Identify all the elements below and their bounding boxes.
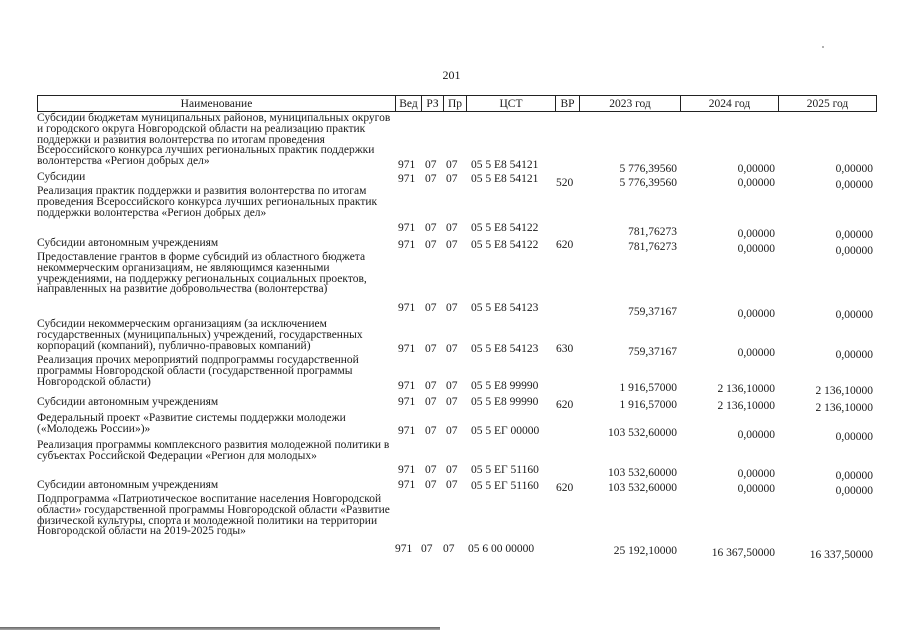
row-cst: 05 5 Е8 54122 — [471, 222, 539, 234]
row-cst: 05 5 Е8 54121 — [471, 159, 539, 171]
row-rz: 07 — [425, 343, 437, 355]
row-2023: 759,37167 — [628, 306, 677, 318]
row-rz: 07 — [421, 543, 433, 555]
row-2023: 5 776,39560 — [619, 177, 677, 189]
header-2023: 2023 год — [580, 95, 681, 112]
row-ved: 971 — [398, 239, 416, 251]
row-cst: 05 5 Е8 54121 — [471, 173, 539, 185]
row-pr: 07 — [446, 302, 458, 314]
row-name: Субсидии автономным учреждениям — [37, 237, 219, 249]
row-cst: 05 5 Е8 54123 — [471, 343, 539, 355]
row-vr: 620 — [556, 399, 574, 411]
row-2024: 0,00000 — [737, 163, 775, 175]
page-number: 201 — [442, 68, 461, 82]
row-pr: 07 — [443, 543, 455, 555]
row-pr: 07 — [446, 396, 458, 408]
row-rz: 07 — [425, 159, 437, 171]
row-2025: 0,00000 — [835, 309, 873, 321]
row-2023: 103 532,60000 — [608, 467, 677, 479]
row-rz: 07 — [425, 239, 437, 251]
row-2023: 1 916,57000 — [619, 382, 677, 394]
row-2023: 103 532,60000 — [608, 482, 677, 494]
row-ved: 971 — [395, 543, 413, 555]
row-2024: 0,00000 — [737, 468, 775, 480]
row-2024: 0,00000 — [737, 483, 775, 495]
row-pr: 07 — [446, 173, 458, 185]
row-2025: 2 136,10000 — [815, 385, 873, 397]
header-vr: ВР — [556, 95, 580, 112]
row-2023: 25 192,10000 — [613, 545, 677, 557]
row-ved: 971 — [398, 159, 416, 171]
scan-speck — [822, 46, 824, 48]
row-cst: 05 5 ЕГ 51160 — [471, 480, 539, 492]
row-name: Субсидии бюджетам муниципальных районов, муниципальных округов и городского округа Новгородской области на реализацию практик поддержки и развития волонтерства по итогам проведения Всероссийского конкурса лучших региональных практик поддержки волонтерства «Регион добрых дел» — [37, 112, 391, 168]
row-2025: 16 337,50000 — [809, 549, 873, 561]
row-2025: 0,00000 — [835, 349, 873, 361]
row-2024: 0,00000 — [737, 429, 775, 441]
row-2025: 0,00000 — [835, 229, 873, 241]
row-pr: 07 — [446, 343, 458, 355]
header-ved: Вед — [396, 95, 422, 112]
row-2024: 0,00000 — [737, 177, 775, 189]
row-2025: 2 136,10000 — [815, 402, 873, 414]
row-2024: 0,00000 — [737, 308, 775, 320]
row-cst: 05 5 ЕГ 00000 — [471, 425, 540, 437]
row-vr: 620 — [556, 239, 574, 251]
row-cst: 05 6 00 00000 — [468, 543, 535, 555]
row-2024: 2 136,10000 — [717, 400, 775, 412]
row-ved: 971 — [398, 173, 416, 185]
row-rz: 07 — [425, 173, 437, 185]
header-2024: 2024 год — [681, 95, 779, 112]
row-ved: 971 — [398, 464, 416, 476]
row-2023: 781,76273 — [628, 226, 677, 238]
row-cst: 05 5 Е8 54123 — [471, 302, 539, 314]
row-vr: 620 — [556, 482, 574, 494]
row-pr: 07 — [446, 159, 458, 171]
row-2024: 0,00000 — [737, 347, 775, 359]
header-2025: 2025 год — [779, 95, 877, 112]
row-name: Подпрограмма «Патриотическое воспитание населения Новгородской области» государственной программы Новгородской области «Развитие физической культуры, спорта и молодежной политики на территории Новгородской области на 2019-2025 годы» — [37, 493, 390, 538]
row-2024: 16 367,50000 — [711, 547, 775, 559]
row-ved: 971 — [398, 380, 416, 392]
row-rz: 07 — [425, 479, 437, 491]
row-rz: 07 — [425, 425, 437, 437]
row-name: Субсидии автономным учреждениям — [37, 396, 219, 408]
row-vr: 520 — [556, 177, 574, 189]
header-rz: РЗ — [422, 95, 444, 112]
row-ved: 971 — [398, 396, 416, 408]
row-2023: 103 532,60000 — [608, 427, 677, 439]
page-bottom-edge — [0, 627, 440, 630]
row-2025: 0,00000 — [835, 245, 873, 257]
row-pr: 07 — [446, 479, 458, 491]
row-name: Реализация программы комплексного развития молодежной политики в субъектах Российской Федерации «Регион для молодых» — [37, 439, 390, 462]
row-2023: 759,37167 — [628, 346, 677, 358]
row-name: Реализация практик поддержки и развития волонтерства по итогам проведения Всероссийского конкурса лучших региональных практик поддержки волонтерства «Регион добрых дел» — [37, 185, 378, 219]
row-vr: 630 — [556, 343, 574, 355]
header-cst: ЦСТ — [467, 95, 556, 112]
row-ved: 971 — [398, 425, 416, 437]
row-ved: 971 — [398, 479, 416, 491]
row-ved: 971 — [398, 302, 416, 314]
row-2025: 0,00000 — [835, 179, 873, 191]
row-rz: 07 — [425, 464, 437, 476]
row-2025: 0,00000 — [835, 485, 873, 497]
row-name: Субсидии автономным учреждениям — [37, 479, 219, 491]
row-2023: 781,76273 — [628, 241, 677, 253]
header-pr: Пр — [444, 95, 467, 112]
row-pr: 07 — [446, 425, 458, 437]
row-2023: 1 916,57000 — [619, 399, 677, 411]
row-pr: 07 — [446, 222, 458, 234]
row-cst: 05 5 Е8 99990 — [471, 380, 539, 392]
row-name: Предоставление грантов в форме субсидий из областного бюджета некоммерческим организациям, не являющимся казенными учреждениями, на поддержку региональных социальных проектов, направленных на развитие добровольчества (волонтерства) — [37, 251, 367, 296]
row-2025: 0,00000 — [835, 470, 873, 482]
row-2023: 5 776,39560 — [619, 163, 677, 175]
row-rz: 07 — [425, 380, 437, 392]
row-pr: 07 — [446, 239, 458, 251]
row-2024: 0,00000 — [737, 243, 775, 255]
row-name: Субсидии некоммерческим организациям (за исключением государственных (муниципальных) учреждений, государственных корпораций (компаний), публично-правовых компаний) — [37, 318, 363, 352]
row-ved: 971 — [398, 343, 416, 355]
row-cst: 05 5 Е8 54122 — [471, 239, 539, 251]
row-rz: 07 — [425, 302, 437, 314]
row-name: Субсидии — [37, 171, 86, 183]
row-pr: 07 — [446, 380, 458, 392]
row-name: Реализация прочих мероприятий подпрограммы государственной программы Новгородской области (государственной программы Новгородской области) — [37, 354, 359, 388]
row-rz: 07 — [425, 222, 437, 234]
row-rz: 07 — [425, 396, 437, 408]
row-ved: 971 — [398, 222, 416, 234]
row-2024: 0,00000 — [737, 228, 775, 240]
row-2025: 0,00000 — [835, 431, 873, 443]
header-name: Наименование — [37, 95, 396, 112]
row-cst: 05 5 Е8 99990 — [471, 396, 539, 408]
row-2024: 2 136,10000 — [717, 383, 775, 395]
row-name: Федеральный проект «Развитие системы поддержки молодежи («Молодежь России»)» — [37, 412, 346, 435]
row-cst: 05 5 ЕГ 51160 — [471, 464, 539, 476]
row-pr: 07 — [446, 464, 458, 476]
row-2025: 0,00000 — [835, 163, 873, 175]
